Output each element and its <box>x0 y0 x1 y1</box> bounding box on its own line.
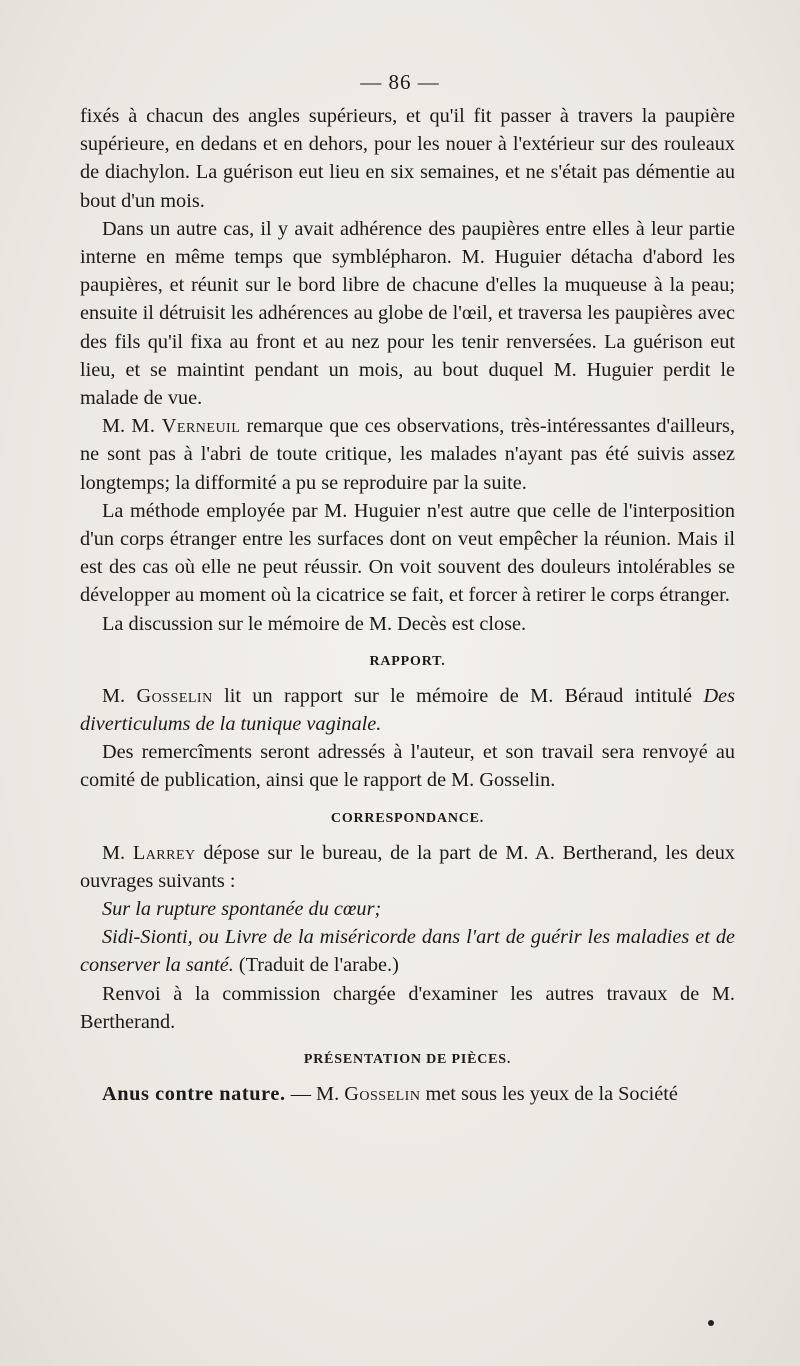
prefix: M. <box>102 841 133 864</box>
section-heading-rapport: RAPPORT. <box>369 653 446 669</box>
speaker-name: Gosselin <box>344 1083 421 1106</box>
page-body <box>80 102 735 1108</box>
paragraph-continuation: fixés à chacun des angles supérieurs, et qu'il fit passer à travers la paupière supérieure, en dedans et en dehors, pour les nouer à l'extérieur sur des rouleaux de diachylon. La guérison eut lieu en six semaines, et ne s'était pas démentie au bout d'un mois. <box>80 105 735 212</box>
paragraph-text: lit un rapport sur le mémoire de M. Béraud intitulé <box>212 684 704 707</box>
paragraph-second-case: Dans un autre cas, il y avait adhérence des paupières entre elles à leur partie interne en même temps que symblépharon. M. Huguier détacha d'abord les paupières, et réunit sur le bord libre de chacune d'elles la muqueuse à la peau; ensuite il détruisit les adhérences au globe de l'œil, et traversa les paupières avec des fils qu'il fixa au front et au nez pour les tenir renversées. La guérison eut lieu, et se maintint pendant un mois, au bout duquel M. Huguier perdit le malade de vue. <box>80 217 735 410</box>
paragraph-verneuil: M. M. Verneuil remarque que ces observations, très-intéressantes d'ailleurs, ne sont pas à l'abri de toute critique, les malades n'ayant pas été suivis assez longtemps; la difformité a pu se reproduire par la suite. <box>80 415 735 494</box>
speaker-name: M. Verneuil <box>131 415 241 438</box>
work-title: Sidi-Sionti, ou Livre de la miséricorde dans l'art de guérir les maladies et de conserver la santé. <box>80 926 735 977</box>
paragraph-remerciements: Des remercîments seront adressés à l'auteur, et son travail sera renvoyé au comité de publication, ainsi que le rapport de M. Gosselin. <box>80 741 735 792</box>
paragraph-method: La méthode employée par M. Huguier n'est autre que celle de l'interposition d'un corps étranger entre les surfaces dont on veut empêcher la réunion. Mais il est des cas où elle ne peut réussir. On voit souvent des douleurs intolérables se développer au moment où la cicatrice se fait, et forcer à retirer le corps étranger. <box>80 499 735 607</box>
rubric-title: Anus contre nature. <box>102 1083 286 1106</box>
work-title-1: Sur la rupture spontanée du cœur; <box>102 898 382 921</box>
section-heading-correspondance: CORRESPONDANCE. <box>330 810 485 826</box>
page-number: — 86 — <box>360 70 440 94</box>
paragraph-renvoi: Renvoi à la commission chargée d'examiner les autres travaux de M. Bertherand. <box>80 982 735 1033</box>
work-title-2 <box>80 923 735 979</box>
translation-note: (Traduit de l'arabe.) <box>233 954 399 977</box>
paragraph-larrey <box>80 839 735 895</box>
dash-prefix: — M. <box>285 1083 345 1106</box>
memoir-title: Des diverticulums de la tunique vaginale. <box>80 684 735 736</box>
paragraph-text: dépose sur le bureau, de la part de M. A. Bertherand, les deux ouvrages suivants : <box>80 841 735 892</box>
ink-speck <box>708 1320 714 1326</box>
prefix: M. <box>102 684 137 707</box>
speaker-name: Gosselin <box>136 684 213 707</box>
paragraph-text: met sous les yeux de la Société <box>420 1083 678 1106</box>
speaker-name: Larrey <box>132 841 196 864</box>
section-heading-presentation: PRÉSENTATION DE PIÈCES. <box>303 1052 512 1068</box>
paragraph-discussion-closed: La discussion sur le mémoire de M. Decès est close. <box>102 612 527 635</box>
paragraph-text: remarque que ces observations, très-intéressantes d'ailleurs, ne sont pas à l'abri de toute critique, les malades n'ayant pas été suivis assez longtemps; la difformité a pu se reproduire par la suite. <box>80 415 735 494</box>
paragraph-rapport <box>80 682 735 738</box>
paragraph-anus-contre-nature <box>80 1080 735 1108</box>
